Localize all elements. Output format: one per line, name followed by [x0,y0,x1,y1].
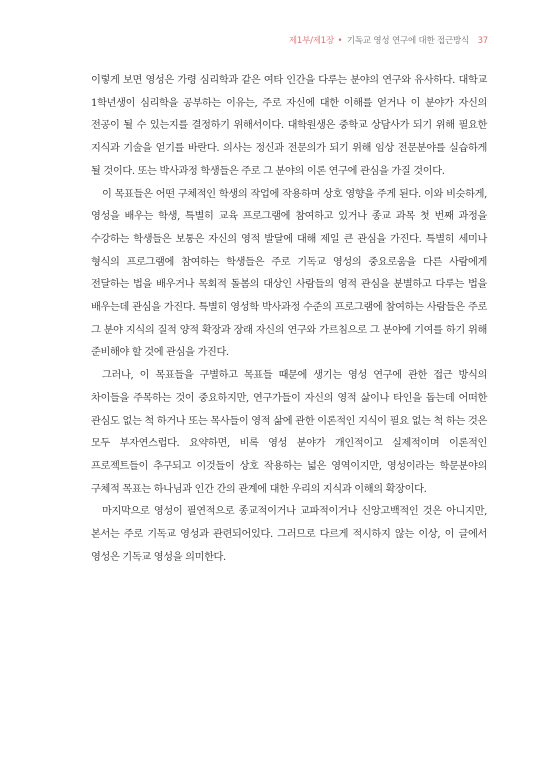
running-header [289,34,488,46]
paragraph-3: 그러나, 이 목표들을 구별하고 목표들 때문에 생기는 영성 연구에 관한 접근 방식의 차이들을 주목하는 것이 중요하지만, 연구가들이 자신의 영적 삶이나 타인을 돕는데 어떠한 관심도 없는 척 하거나 또는 목사들이 영적 삶에 관한 이론적인 지식이 필요 없는 척 하는 것은 모두 부자연스럽다. 요약하면, 비록 영성 분야가 개인적이고 실제적이며 이론적인 프로젝트들이 추구되고 이것들이 상호 작용하는 넓은 영역이지만, 영성이라는 학문분야의 구체적 목표는 하나님과 인간 간의 관계에 대한 우리의 지식과 이해의 확장이다. [91,370,487,495]
paragraph-2: 이 목표들은 어떤 구체적인 학생의 작업에 작용하며 상호 영향을 주게 된다. 이와 비슷하게, 영성을 배우는 학생, 특별히 교육 프로그램에 참여하고 있거나 종교 과목 첫 번째 과정을 수강하는 학생들은 보통은 자신의 영적 발달에 대해 제일 큰 관심을 가진다. 특별히 세미나 형식의 프로그램에 참여하는 학생들은 주로 기독교 영성의 중요로움을 다른 사람에게 전달하는 법을 배우거나 목회적 돌봄의 대상인 사람들의 영적 관심을 분별하고 다루는 법을 배우는데 관심을 가진다. 특별히 영성학 박사과정 수준의 프로그램에 참여하는 사람들은 주로 그 분야 지식의 질적 양적 확장과 장래 자신의 연구와 가르침으로 그 분야에 기여를 하기 위해 준비해야 할 것에 관심을 가진다. [91,188,487,359]
body-text [91,70,487,569]
paragraph-4: 마지막으로 영성이 필연적으로 종교적이거나 교파적이거나 신앙고백적인 것은 아니지만, 본서는 주로 기독교 영성과 관련되어있다. 그러므로 다르게 적시하지 않는 이상, 이 글에서 영성은 기독교 영성을 의미한다. [91,506,487,563]
paragraph-1: 이렇게 보면 영성은 가령 심리학과 같은 여타 인간을 다루는 분야의 연구와 유사하다. 대학교 1학년생이 심리학을 공부하는 이유는, 주로 자신에 대한 이해를 얻거나 이 분야가 자신의 전공이 될 수 있는지를 결정하기 위해서이다. 대학원생은 중학교 상담사가 되기 위해 필요한 지식과 기술을 얻기를 바란다. 의사는 정신과 전문의가 되기 위해 임상 전문분야를 실습하게 될 것이다. 또는 박사과정 학생들은 주로 그 분야의 이론 연구에 관심을 가질 것이다. [91,75,487,177]
header-bullet: • [337,36,343,46]
header-chapter-title: 기독교 영성 연구에 대한 접근방식 [346,36,470,46]
page-number: 37 [477,36,488,46]
header-part-chapter: 제1부/제1장 [288,36,335,46]
